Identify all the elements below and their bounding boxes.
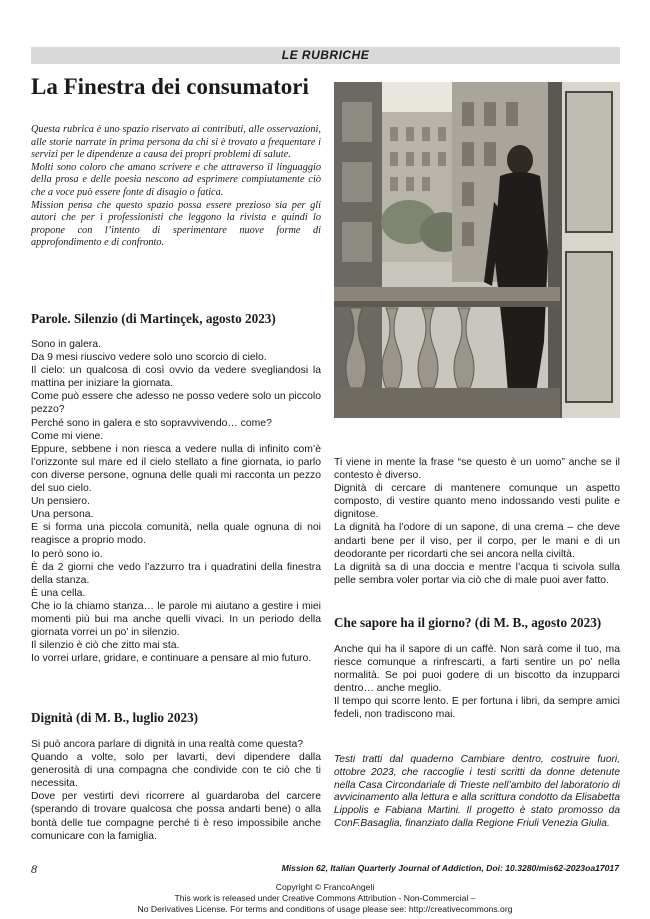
license-line: This work is released under Creative Commons Attribution - Non-Commercial – bbox=[174, 893, 476, 903]
license-line: No Derivatives License. For terms and conditions of usage please see: http://creativecommons.org bbox=[137, 904, 513, 914]
rubric-header: LE RUBRICHE bbox=[31, 47, 620, 64]
paragraph: Il silenzio è ciò che zitto mai sta. bbox=[31, 640, 180, 652]
license-footer bbox=[0, 882, 650, 915]
journal-reference: Mission 62, Italian Quarterly Journal of Addiction, Doi: 10.3280/mis62-2023oa17017 bbox=[281, 863, 619, 873]
paragraph: Come può essere che adesso ne posso vedere solo un piccolo pezzo? bbox=[31, 391, 321, 416]
section-title-parole: Parole. Silenzio (di Martinçek, agosto 2023) bbox=[31, 311, 276, 326]
paragraph: Dignità di cercare di mantenere comunque un aspetto composto, di vestire quanto meno indossando vesti pulite e dignitose. bbox=[334, 483, 620, 521]
paragraph: Come mi viene. bbox=[31, 430, 104, 442]
paragraph: E si forma una piccola comunità, nella quale ognuna di noi reagisce a proprio modo. bbox=[31, 522, 321, 547]
credits-note: Testi tratti dal quaderno Cambiare dentro, costruire fuori, ottobre 2023, che raccoglie i testi scritti da donne detenute nella Casa Circondariale di Trieste nell’ambito del laboratorio di avvicinamento alla lettura e alla scrittura condotto da Elisabetta Lippolis e Fabiana Martini. Il progetto è stato promosso da ConF.Basaglia, finanziato dalla Regione Friuli Venezia Giulia. bbox=[334, 754, 620, 829]
paragraph: Una persona. bbox=[31, 509, 94, 521]
painting-image bbox=[334, 82, 620, 418]
section-body-dignita-continued bbox=[334, 456, 620, 587]
page-title: La Finestra dei consumatori bbox=[31, 74, 309, 99]
intro-paragraph: Questa rubrica è uno spazio riservato ai contributi, alle osservazioni, alle storie narrate in prima persona da chi si è trovato a frequentare i servizi per le dipendenze a causa dei propri problemi di salute. bbox=[31, 124, 321, 161]
page-number: 8 bbox=[31, 862, 37, 876]
paragraph: Un pensiero. bbox=[31, 496, 90, 508]
paragraph: Sono in galera. bbox=[31, 339, 101, 350]
paragraph: Il cielo: un qualcosa di così ovvio da vedere svegliandosi la mattina per iniziare la giornata. bbox=[31, 365, 321, 390]
paragraph: È una cella. bbox=[31, 587, 86, 599]
paragraph: La dignità sa di una doccia e mentre l’acqua ti scivola sulla pelle sembra voler portar via ciò che di male puoi aver fatto. bbox=[334, 561, 620, 586]
paragraph: Il tempo qui scorre lento. E per fortuna i libri, da sempre amici fedeli, non tradiscono mai. bbox=[334, 696, 620, 721]
copyright-line: Copyright © FrancoAngeli bbox=[275, 882, 375, 892]
paragraph: Perché sono in galera e sto sopravvivendo… come? bbox=[31, 417, 272, 429]
intro-text bbox=[31, 124, 321, 250]
intro-paragraph: Mission pensa che questo spazio possa essere prezioso sia per gli autori che per i professionisti che leggono la rivista e quindi lo propone con l’intento di sperimentare nuove forme di approfondimento e di confronto. bbox=[31, 199, 321, 249]
paragraph: Quando a volte, solo per lavarti, devi dipendere dalla generosità di una compagna che condivide con te ciò che ti necessita. bbox=[31, 752, 321, 790]
section-body-sapore bbox=[334, 643, 620, 722]
paragraph: È da 2 giorni che vedo l’azzurro tra i quadratini della finestra della stanza. bbox=[31, 561, 321, 586]
paragraph: La dignità ha l’odore di un sapone, di una crema – che deve andarti bene per il viso, per il corpo, per le mani e di un deodorante per ricordarti che sei ancora nella civiltà. bbox=[334, 522, 620, 560]
section-title-dignita: Dignità (di M. B., luglio 2023) bbox=[31, 710, 199, 725]
paragraph: Si può ancora parlare di dignità in una realtà come questa? bbox=[31, 739, 304, 750]
paragraph: Che io la chiamo stanza… le parole mi aiutano a gestire i miei momenti più bui ma anche quelli vivaci. In un periodo della giornata vorrei un po’ in silenzio. bbox=[31, 600, 321, 639]
paragraph: Eppure, sebbene i non riesca a vedere nulla di infinito com’è l’orizzonte sul mare ed il cielo stellato a fine giornata, io parlo con diverse persone, ognuna delle quali mi racconta un pezzo del suo cielo. bbox=[31, 443, 321, 495]
section-title-sapore: Che sapore ha il giorno? (di M. B., agosto 2023) bbox=[334, 615, 602, 630]
paragraph: Anche qui ha il sapore di un caffè. Non sarà come il tuo, ma riesce comunque a rinfrescarti, a farti sentire un po’ nella normalità. Se poi puoi godere di un biscotto da inzupparci dentro… anche meglio. bbox=[334, 644, 620, 695]
section-body-parole bbox=[31, 338, 321, 665]
paragraph: Io però sono io. bbox=[31, 548, 103, 560]
paragraph: Dove per vestirti devi ricorrere al guardaroba del carcere (sperando di trovare qualcosa che possa andarti bene) o alla bontà delle tue compagne perché ti è reso impossibile anche comunicare con la famiglia. bbox=[31, 791, 321, 842]
paragraph: Ti viene in mente la frase “se questo è un uomo” anche se il contesto è diverso. bbox=[334, 457, 620, 482]
section-body-dignita bbox=[31, 738, 321, 843]
paragraph: Da 9 mesi riuscivo vedere solo uno scorcio di cielo. bbox=[31, 352, 267, 364]
paragraph: Io vorrei urlare, gridare, e continuare a pensare al mio futuro. bbox=[31, 653, 312, 665]
intro-paragraph: Molti sono coloro che amano scrivere e che attraverso il linguaggio della prosa e delle poesia nescono ad esprimere compiutamente ciò che a voce può essere fonte di disagio o fatica. bbox=[31, 161, 321, 198]
